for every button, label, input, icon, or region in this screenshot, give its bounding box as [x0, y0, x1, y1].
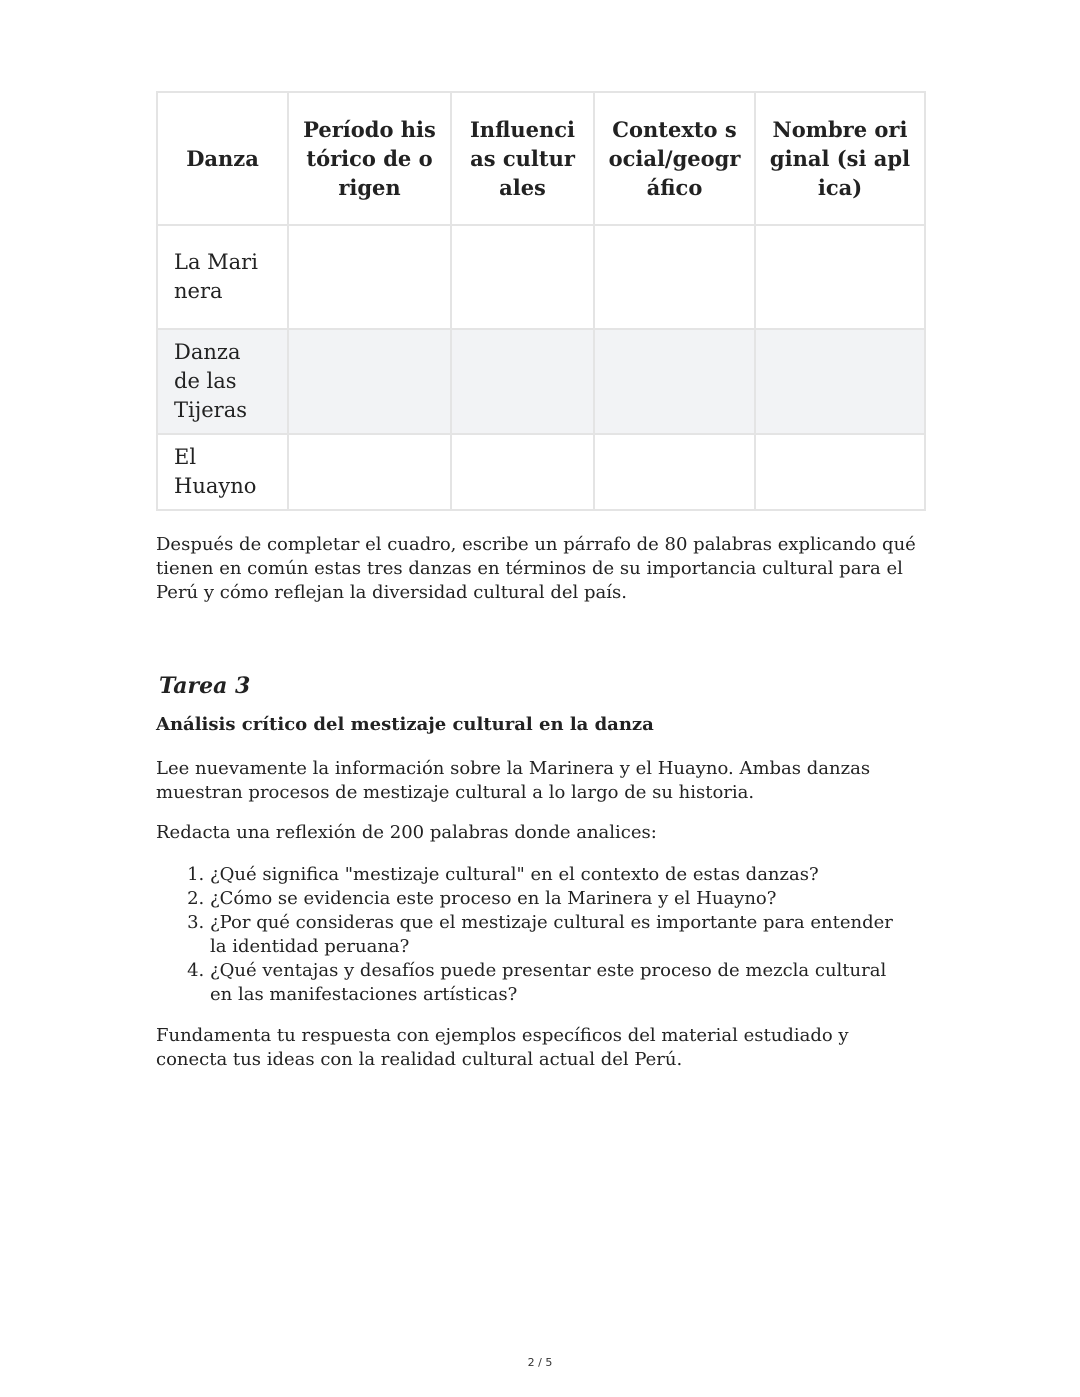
empty-cell[interactable]: [451, 434, 594, 510]
page-number: 2 / 5: [527, 1356, 553, 1369]
empty-cell[interactable]: [755, 225, 925, 329]
header-contexto: Contexto social/geográfico: [594, 92, 755, 225]
dance-name-cell: Danza de las Tijeras: [157, 329, 288, 434]
empty-cell[interactable]: [755, 434, 925, 510]
table-header-row: [157, 92, 925, 225]
dance-name-cell: El Huayno: [157, 434, 288, 510]
tarea3-intro: Lee nuevamente la información sobre la Marinera y el Huayno. Ambas danzas muestran procesos de mestizaje cultural a lo largo de su historia.: [156, 758, 871, 803]
tarea3-subtitle: Análisis crítico del mestizaje cultural en la danza: [156, 714, 654, 735]
header-influencias: Influencias culturales: [451, 92, 594, 225]
table-row: [157, 434, 925, 510]
list-item: 4. ¿Qué ventajas y desafíos puede presentar este proceso de mezcla cultural en las manifestaciones artísticas?: [210, 959, 910, 1007]
questions-list: [192, 863, 910, 1007]
dance-name-cell: La Marinera: [157, 225, 288, 329]
dance-comparison-table: [156, 91, 926, 511]
empty-cell[interactable]: [451, 329, 594, 434]
header-periodo: Período histórico de origen: [288, 92, 451, 225]
header-nombre-original: Nombre original (si aplica): [755, 92, 925, 225]
despues-paragraph: Después de completar el cuadro, escribe un párrafo de 80 palabras explicando qué tienen en común estas tres danzas en términos de su importancia cultural para el Perú y cómo reflejan la diversidad cultural del país.: [156, 534, 916, 603]
empty-cell[interactable]: [288, 225, 451, 329]
list-item: 3. ¿Por qué consideras que el mestizaje cultural es importante para entender la identidad peruana?: [210, 911, 910, 959]
empty-cell[interactable]: [594, 434, 755, 510]
empty-cell[interactable]: [594, 329, 755, 434]
table-row: [157, 329, 925, 434]
tarea3-title: Tarea 3: [159, 673, 251, 699]
empty-cell[interactable]: [755, 329, 925, 434]
empty-cell[interactable]: [594, 225, 755, 329]
tarea3-instruction: Redacta una reflexión de 200 palabras donde analices:: [156, 822, 657, 843]
list-item: 2. ¿Cómo se evidencia este proceso en la Marinera y el Huayno?: [210, 887, 910, 911]
list-item: 1. ¿Qué significa "mestizaje cultural" en el contexto de estas danzas?: [210, 863, 910, 887]
tarea3-closing: Fundamenta tu respuesta con ejemplos específicos del material estudiado y conecta tus ideas con la realidad cultural actual del Perú.: [156, 1025, 849, 1070]
table-row: [157, 225, 925, 329]
empty-cell[interactable]: [451, 225, 594, 329]
empty-cell[interactable]: [288, 329, 451, 434]
empty-cell[interactable]: [288, 434, 451, 510]
header-danza: Danza: [157, 92, 288, 225]
